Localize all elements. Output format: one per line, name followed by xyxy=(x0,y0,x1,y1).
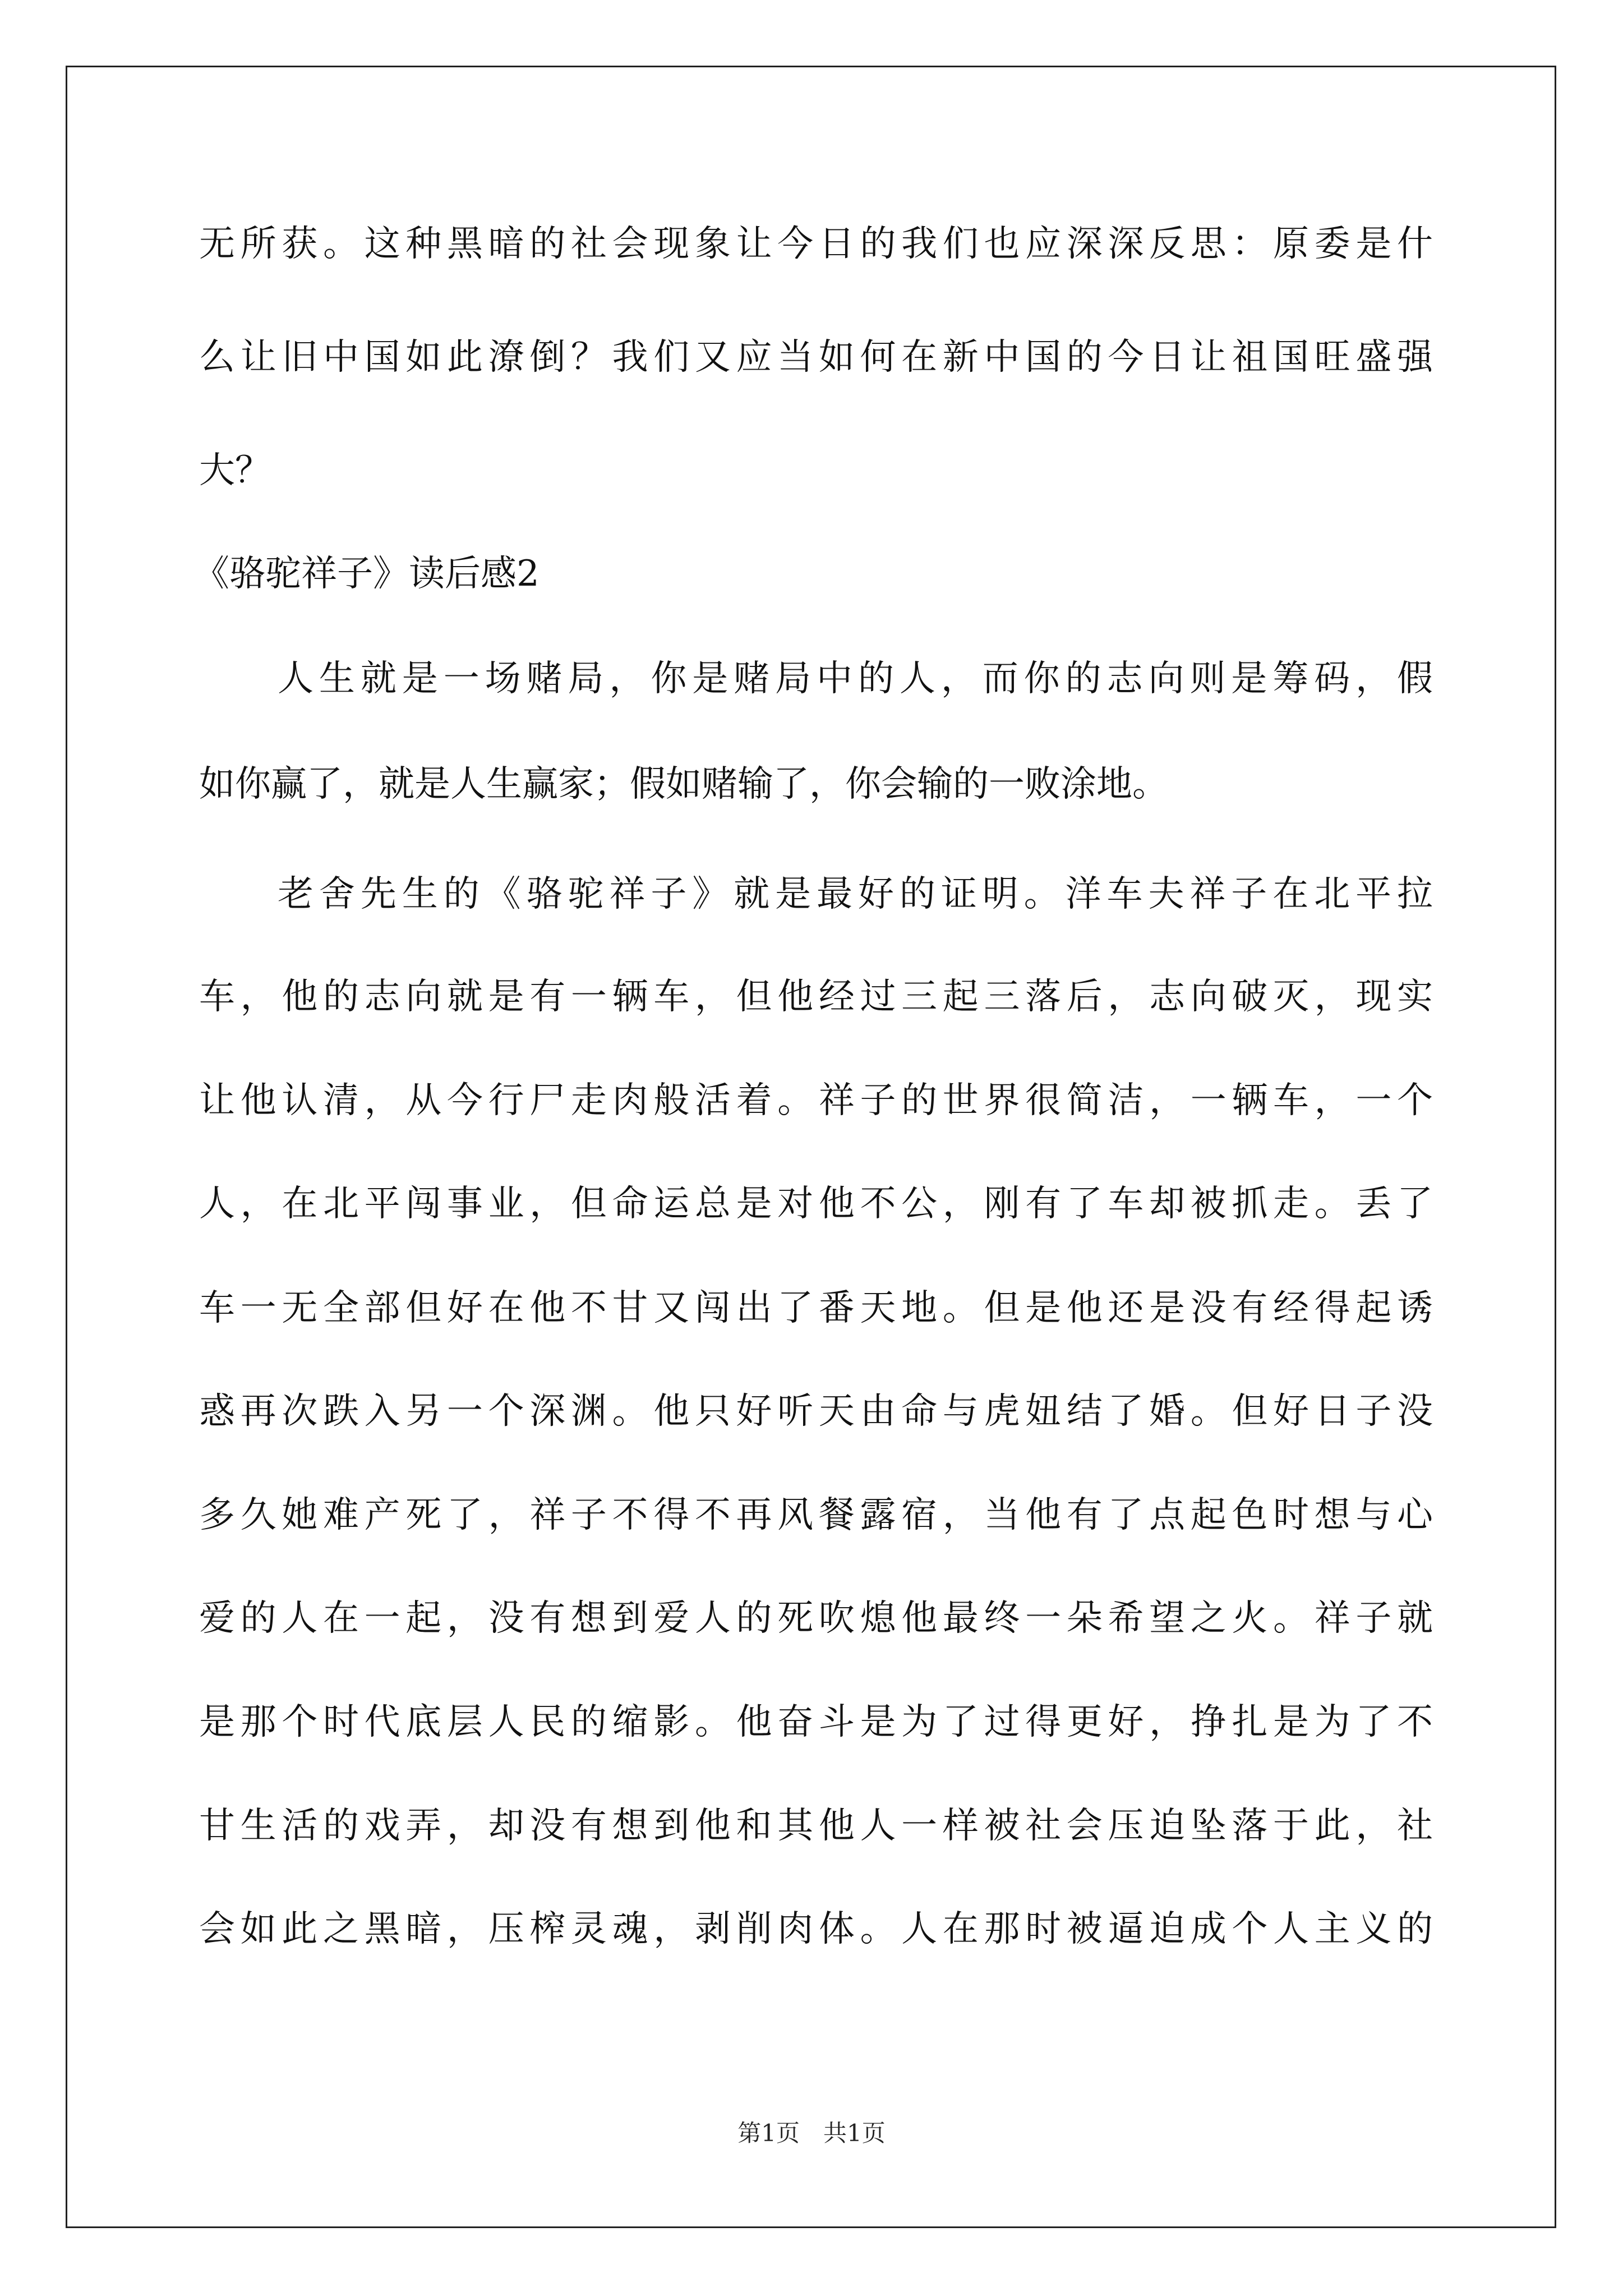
text-line: 人生就是一场赌局，你是赌局中的人，而你的志向则是筹码，假 xyxy=(278,658,1433,700)
text-line: 人，在北平闯事业，但命运总是对他不公，刚有了车却被抓走。丢了 xyxy=(199,1183,1433,1225)
section-heading: 《骆驼祥子》读后感2 xyxy=(193,553,540,595)
text-line: 多久她难产死了，祥子不得不再风餐露宿，当他有了点起色时想与心 xyxy=(199,1494,1433,1536)
text-line: 如你赢了，就是人生赢家；假如赌输了，你会输的一败涂地。 xyxy=(199,763,1168,805)
page-number-footer: 第1页 共1页 xyxy=(737,2119,886,2147)
text-line: 是那个时代底层人民的缩影。他奋斗是为了过得更好，挣扎是为了不 xyxy=(199,1701,1433,1743)
text-line: 车，他的志向就是有一辆车，但他经过三起三落后，志向破灭，现实 xyxy=(199,976,1433,1018)
text-line: 让他认清，从今行尸走肉般活着。祥子的世界很简洁，一辆车，一个 xyxy=(199,1080,1433,1121)
text-line: 爱的人在一起，没有想到爱人的死吹熄他最终一朵希望之火。祥子就 xyxy=(199,1598,1433,1639)
text-line: 会如此之黑暗，压榨灵魂，剥削肉体。人在那时被逼迫成个人主义的 xyxy=(199,1908,1433,1950)
text-line: 无所获。这种黑暗的社会现象让今日的我们也应深深反思：原委是什 xyxy=(199,223,1433,265)
text-line: 车一无全部但好在他不甘又闯出了番天地。但是他还是没有经得起诱 xyxy=(199,1287,1433,1329)
text-line: 甘生活的戏弄，却没有想到他和其他人一样被社会压迫坠落于此，社 xyxy=(199,1805,1433,1847)
text-line: 么让旧中国如此潦倒？我们又应当如何在新中国的今日让祖国旺盛强 xyxy=(199,337,1433,378)
text-line: 惑再次跌入另一个深渊。他只好听天由命与虎妞结了婚。但好日子没 xyxy=(199,1391,1433,1432)
text-line: 老舍先生的《骆驼祥子》就是最好的证明。洋车夫祥子在北平拉 xyxy=(278,873,1433,915)
text-line: 大？ xyxy=(199,450,271,491)
